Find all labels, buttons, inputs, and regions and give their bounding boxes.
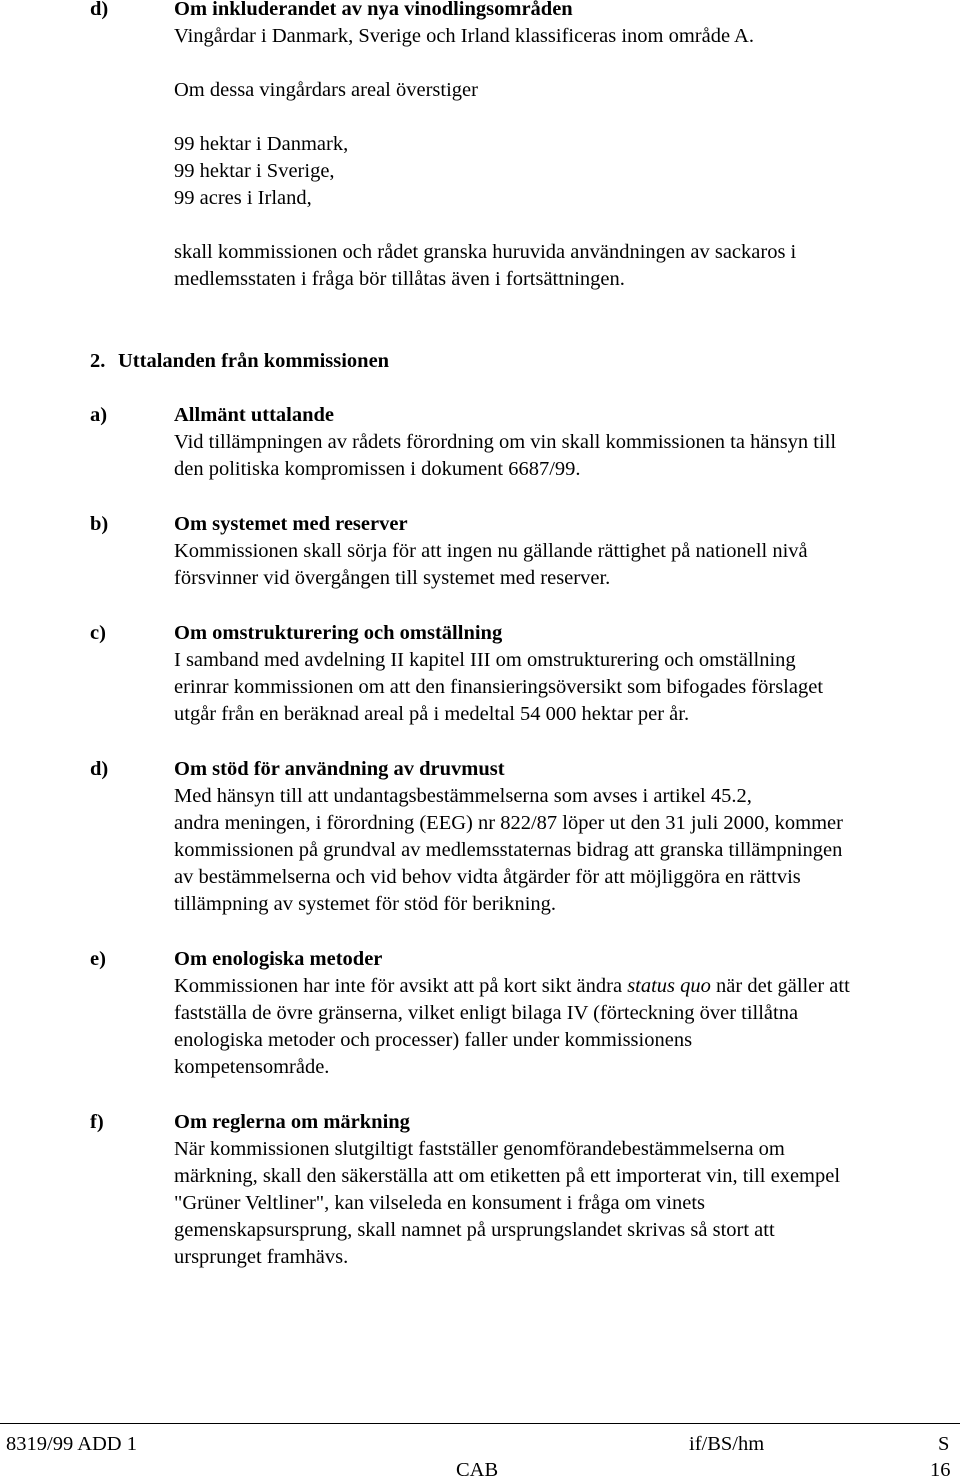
item-heading: Om reglerna om märkning [174,1111,410,1133]
paragraph-line: gemenskapsursprung, skall namnet på ursprungslandet skrivas så stort att [174,1219,775,1241]
paragraph-line: Vingårdar i Danmark, Sverige och Irland klassificeras inom område A. [174,25,754,47]
item-heading: Allmänt uttalande [174,404,335,426]
paragraph-line: utgår från en beräknad areal på i medeltal 54 000 hektar per år. [174,703,690,725]
paragraph-line: försvinner vid övergången till systemet med reserver. [174,567,611,589]
paragraph-line: tillämpning av systemet för stöd för berikning. [174,893,557,915]
paragraph-line: kommissionen på grundval av medlemsstaternas bidrag att granska tillämpningen [174,839,843,861]
paragraph-line: kompetensområde. [174,1056,330,1078]
paragraph-line: medlemsstaten i fråga bör tillåtas även i fortsättningen. [174,268,625,290]
paragraph-line: den politiska kompromissen i dokument 6687/99. [174,458,581,480]
item-marker: b) [90,513,109,535]
footer-initials: if/BS/hm [689,1433,765,1455]
paragraph-line: märkning, skall den säkerställa att om etiketten på ett importerat vin, till exempel [174,1165,841,1187]
paragraph-line: fastställa de övre gränserna, vilket enligt bilaga IV (förteckning över tillåtna [174,1002,799,1024]
paragraph-line: När kommissionen slutgiltigt fastställer genomförandebestämmelserna om [174,1138,785,1160]
paragraph-line: Med hänsyn till att undantagsbestämmelserna som avses i artikel 45.2, [174,785,752,807]
limit-item: 99 hektar i Danmark, [174,133,349,155]
item-marker: c) [90,622,106,644]
section-title: Uttalanden från kommissionen [118,350,390,372]
item-heading: Om stöd för användning av druvmust [174,758,505,780]
paragraph-line: enologiska metoder och processer) faller under kommissionens [174,1029,693,1051]
italic-term: status quo [627,975,711,997]
limit-item: 99 acres i Irland, [174,187,312,209]
paragraph-line: Kommissionen skall sörja för att ingen nu gällande rättighet på nationell nivå [174,540,808,562]
item-heading: Om enologiska metoder [174,948,383,970]
paragraph-line: ursprunget framhävs. [174,1246,349,1268]
limit-item: 99 hektar i Sverige, [174,160,335,182]
item-marker: e) [90,948,106,970]
paragraph-line: skall kommissionen och rådet granska huruvida användningen av sackaros i [174,241,797,263]
paragraph-line: I samband med avdelning II kapitel III om omstrukturering och omställning [174,649,796,671]
text-run: när det gäller att [710,975,850,997]
footer-doc-ref: 8319/99 ADD 1 [6,1433,137,1455]
footer-language: S [938,1433,950,1455]
footer-page-number: 16 [930,1459,951,1481]
paragraph-line: "Grüner Veltliner", kan vilseleda en konsument i fråga om vinets [174,1192,705,1214]
item-marker: a) [90,404,108,426]
paragraph-line: erinrar kommissionen om att den finansieringsöversikt som bifogades förslaget [174,676,824,698]
footer-rule [0,1423,960,1424]
paragraph-line: av bestämmelserna och vid behov vidta åtgärder för att möjliggöra en rättvis [174,866,801,888]
section-marker: d) [90,0,109,20]
footer-department: CAB [456,1459,499,1481]
paragraph-line: Om dessa vingårdars areal överstiger [174,79,478,101]
paragraph-line: andra meningen, i förordning (EEG) nr 822/87 löper ut den 31 juli 2000, kommer [174,812,843,834]
text-run: Kommissionen har inte för avsikt att på kort sikt ändra [174,975,628,997]
paragraph-line: Vid tillämpningen av rådets förordning om vin skall kommissionen ta hänsyn till [174,431,837,453]
item-heading: Om omstrukturering och omställning [174,622,503,644]
section-heading: Om inkluderandet av nya vinodlingsområden [174,0,573,20]
item-heading: Om systemet med reserver [174,513,408,535]
item-marker: f) [90,1111,104,1133]
section-number: 2. [90,350,106,372]
item-marker: d) [90,758,109,780]
paragraph-line [174,973,850,1000]
